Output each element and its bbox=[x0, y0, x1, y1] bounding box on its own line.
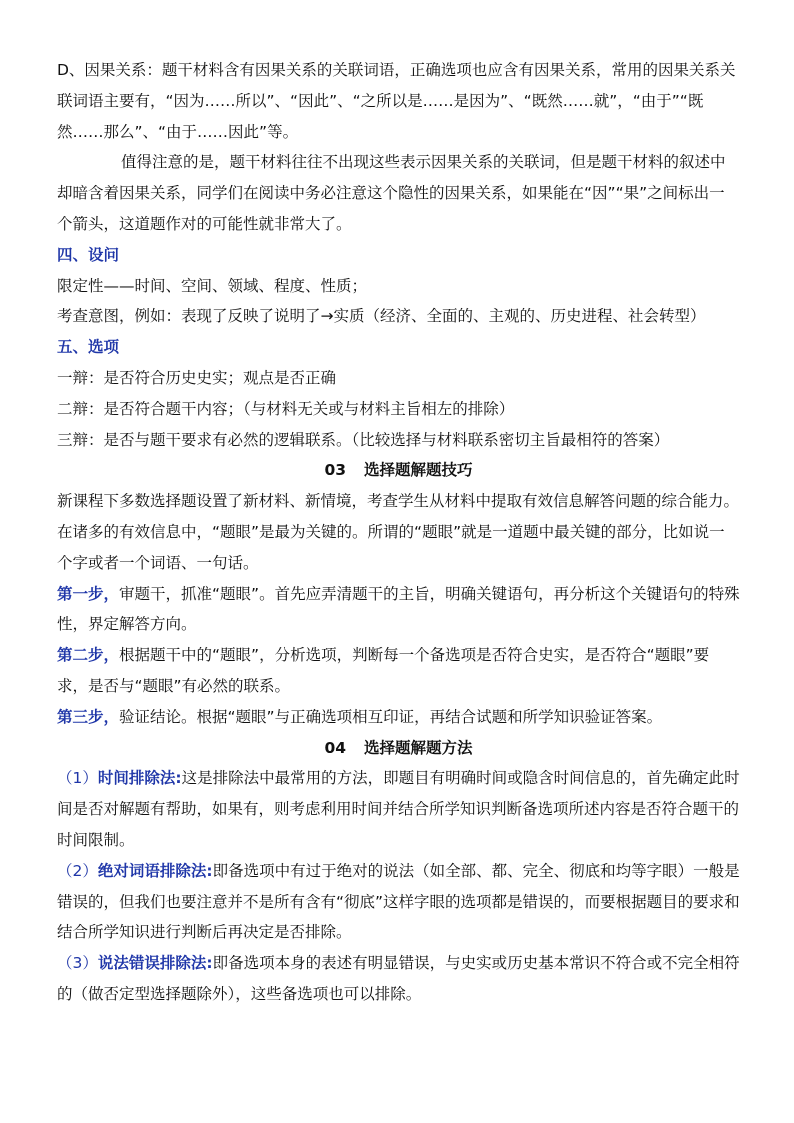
skills-title bbox=[57, 455, 740, 486]
step-text: 验证结论。根据“题眼”与正确选项相互印证，再结合试题和所学知识验证答案。 bbox=[119, 707, 663, 726]
causal-relation-paragraph: D、因果关系：题干材料含有因果关系的关联词语，正确选项也应含有因果关系，常用的因果关系关联词语主要有，“因为……所以”、“因此”、“之所以是……是因为”、“既然……就”，“由于”“既然……那么”、“由于……因此”等。 bbox=[57, 61, 736, 141]
document-page bbox=[57, 55, 740, 1010]
option-check-1: 一辩：是否符合历史史实；观点是否正确 bbox=[57, 368, 337, 387]
causal-note-paragraph: 值得注意的是，题干材料往往不出现这些表示因果关系的关联词，但是题干材料的叙述中却暗含着因果关系，同学们在阅读中务必注意这个隐性的因果关系，如果能在“因”“果”之间标出一个箭头，这道题作对的可能性就非常大了。 bbox=[57, 153, 726, 233]
step-label: 第三步， bbox=[57, 707, 120, 726]
skills-intro: 新课程下多数选择题设置了新材料、新情境，考查学生从材料中提取有效信息解答问题的综合能力。在诸多的有效信息中，“题眼”是最为关键的。所谓的“题眼”就是一道题中最关键的部分，比如说一个字或者一个词语、一句话。 bbox=[57, 492, 740, 572]
skills-title-number: 03 bbox=[324, 461, 347, 480]
step-label: 第二步， bbox=[57, 646, 120, 665]
option-check-2: 二辩：是否符合题干内容；（与材料无关或与材料主旨相左的排除） bbox=[57, 399, 515, 418]
methods-title bbox=[57, 733, 740, 764]
method-label: 时间排除法: bbox=[97, 769, 182, 788]
skill-step-1 bbox=[57, 579, 740, 641]
option-check-3: 三辩：是否与题干要求有必然的逻辑联系。（比较选择与材料联系密切主旨最相符的答案） bbox=[57, 430, 670, 449]
section-heading-question: 四、设问 bbox=[57, 245, 120, 264]
methods-title-number: 04 bbox=[324, 738, 347, 757]
method-text: 即备选项本身的表述有明显错误，与史实或历史基本常识不符合或不完全相符的（做否定型选择题除外），这些备选项也可以排除。 bbox=[57, 954, 740, 1003]
method-label: 绝对词语排除法: bbox=[97, 861, 213, 880]
skills-title-text: 选择题解题技巧 bbox=[364, 461, 473, 480]
step-text: 根据题干中的“题眼”，分析选项，判断每一个备选项是否符合史实，是否符合“题眼”要求，是否与“题眼”有必然的联系。 bbox=[57, 646, 710, 695]
skill-step-2 bbox=[57, 640, 740, 702]
method-index: （2） bbox=[57, 861, 98, 880]
method-index: （3） bbox=[57, 954, 98, 973]
method-text: 即备选项中有过于绝对的说法（如全部、都、完全、彻底和均等字眼）一般是错误的，但我们也要注意并不是所有含有“彻底”这样字眼的选项都是错误的，而要根据题目的要求和结合所学知识进行判断后再决定是否排除。 bbox=[57, 861, 740, 942]
question-intent-line: 考查意图，例如：表现了反映了说明了→实质（经济、全面的、主观的、历史进程、社会转型） bbox=[57, 307, 706, 326]
method-item-3 bbox=[57, 948, 740, 1010]
step-label: 第一步， bbox=[57, 584, 120, 603]
question-limit-line: 限定性——时间、空间、领域、程度、性质； bbox=[57, 276, 368, 295]
method-text: 这是排除法中最常用的方法，即题目有明确时间或隐含时间信息的，首先确定此时间是否对解题有帮助，如果有，则考虑利用时间并结合所学知识判断备选项所述内容是否符合题干的时间限制。 bbox=[57, 769, 740, 849]
methods-title-text: 选择题解题方法 bbox=[364, 738, 473, 757]
method-label: 说法错误排除法: bbox=[97, 954, 213, 973]
method-item-2 bbox=[57, 856, 740, 948]
method-index: （1） bbox=[57, 769, 98, 788]
step-text: 审题干，抓准“题眼”。首先应弄清题干的主旨，明确关键语句，再分析这个关键语句的特殊性，界定解答方向。 bbox=[57, 584, 740, 634]
method-item-1 bbox=[57, 763, 740, 855]
section-heading-options: 五、选项 bbox=[57, 338, 120, 357]
skill-step-3 bbox=[57, 702, 740, 733]
